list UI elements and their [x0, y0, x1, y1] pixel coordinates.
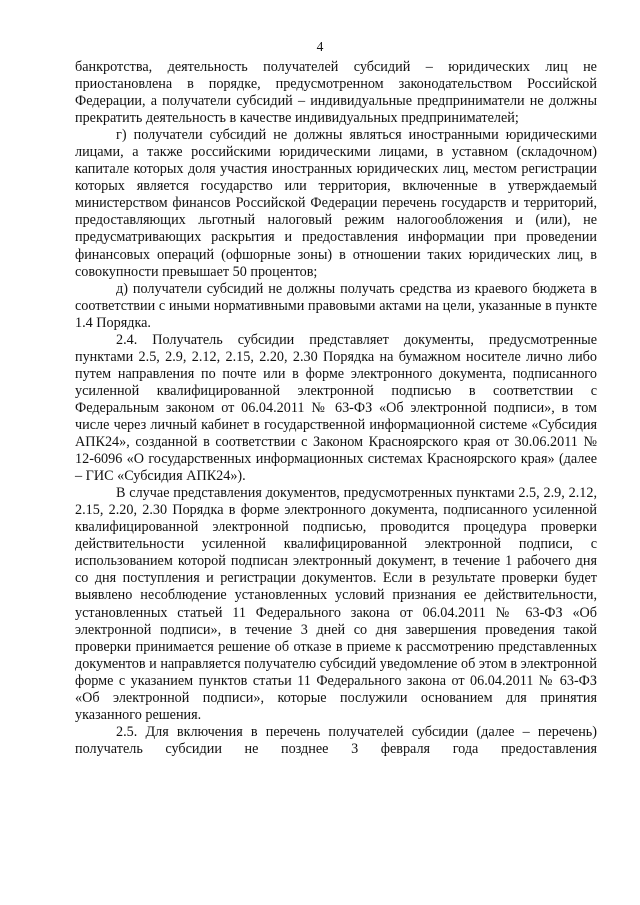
paragraph-electronic-documents: В случае представления документов, предусмотренных пунктами 2.5, 2.9, 2.12, 2.15, 2.20, 2.30 Порядка в форме электронного документа, подписанного усиленной квалифицированной электронной подписью, проводится процедура проверки действительности усиленной квалифицированной электронной подписи, с использованием которой подписан электронный документ, в течение 1 рабочего дня со дня поступления и регистрации документов. Если в результате проверки будет выявлено несоблюдение установленных условий признания ее действительности, установленных статьей 11 Федерального закона от 06.04.2011 № 63-ФЗ «Об электронной подписи», в течение 3 дней со дня завершения проведения такой проверки принимается решение об отказе в приеме к рассмотрению представленных документов и направляется получателю субсидий уведомление об этом в электронной форме с указанием пунктов статьи 11 Федерального закона от 06.04.2011 № 63-ФЗ «Об электронной подписи», которые послужили основанием для принятия указанного решения. [75, 485, 597, 723]
paragraph-2-5: 2.5. Для включения в перечень получателей субсидии (далее – перечень) получатель субсидии не позднее 3 февраля года предоставления [75, 723, 597, 757]
paragraph-item-g: г) получатели субсидий не должны являться иностранными юридическими лицами, а также российскими юридическими лицами, в уставном (складочном) капитале которых доля участия иностранных юридических лиц, местом регистрации которых является государство или территория, включенные в утверждаемый министерством финансов Российской Федерации перечень государств и территорий, предоставляющих льготный налоговый режим налогообложения и (или), не предусматривающих раскрытия и предоставления информации при проведении финансовых операций (офшорные зоны) в отношении таких юридических лиц, в совокупности превышает 50 процентов; [75, 127, 597, 280]
page-number: 4 [316, 39, 324, 54]
document-body [75, 59, 597, 758]
paragraph-bankruptcy-continuation: банкротства, деятельность получателей субсидий – юридических лиц не приостановлена в порядке, предусмотренном законодательством Российской Федерации, а получатели субсидий – индивидуальные предприниматели не должны прекратить деятельность в качестве индивидуальных предпринимателей; [75, 59, 597, 127]
paragraph-item-d: д) получатели субсидий не должны получать средства из краевого бюджета в соответствии с иными нормативными правовыми актами на цели, указанные в пункте 1.4 Порядка. [75, 280, 597, 331]
paragraph-2-4: 2.4. Получатель субсидии представляет документы, предусмотренные пунктами 2.5, 2.9, 2.12, 2.15, 2.20, 2.30 Порядка на бумажном носителе лично либо путем направления по почте или в форме электронного документа, подписанного усиленной квалифицированной электронной подписью в соответствии с Федеральным законом от 06.04.2011 № 63-ФЗ «Об электронной подписи», в том числе через личный кабинет в государственной информационной системе «Субсидия АПК24», созданной в соответствии с Законом Красноярского края от 30.06.2011 № 12-6096 «О государственных информационных системах Красноярского края» (далее – ГИС «Субсидия АПК24»). [75, 331, 597, 485]
